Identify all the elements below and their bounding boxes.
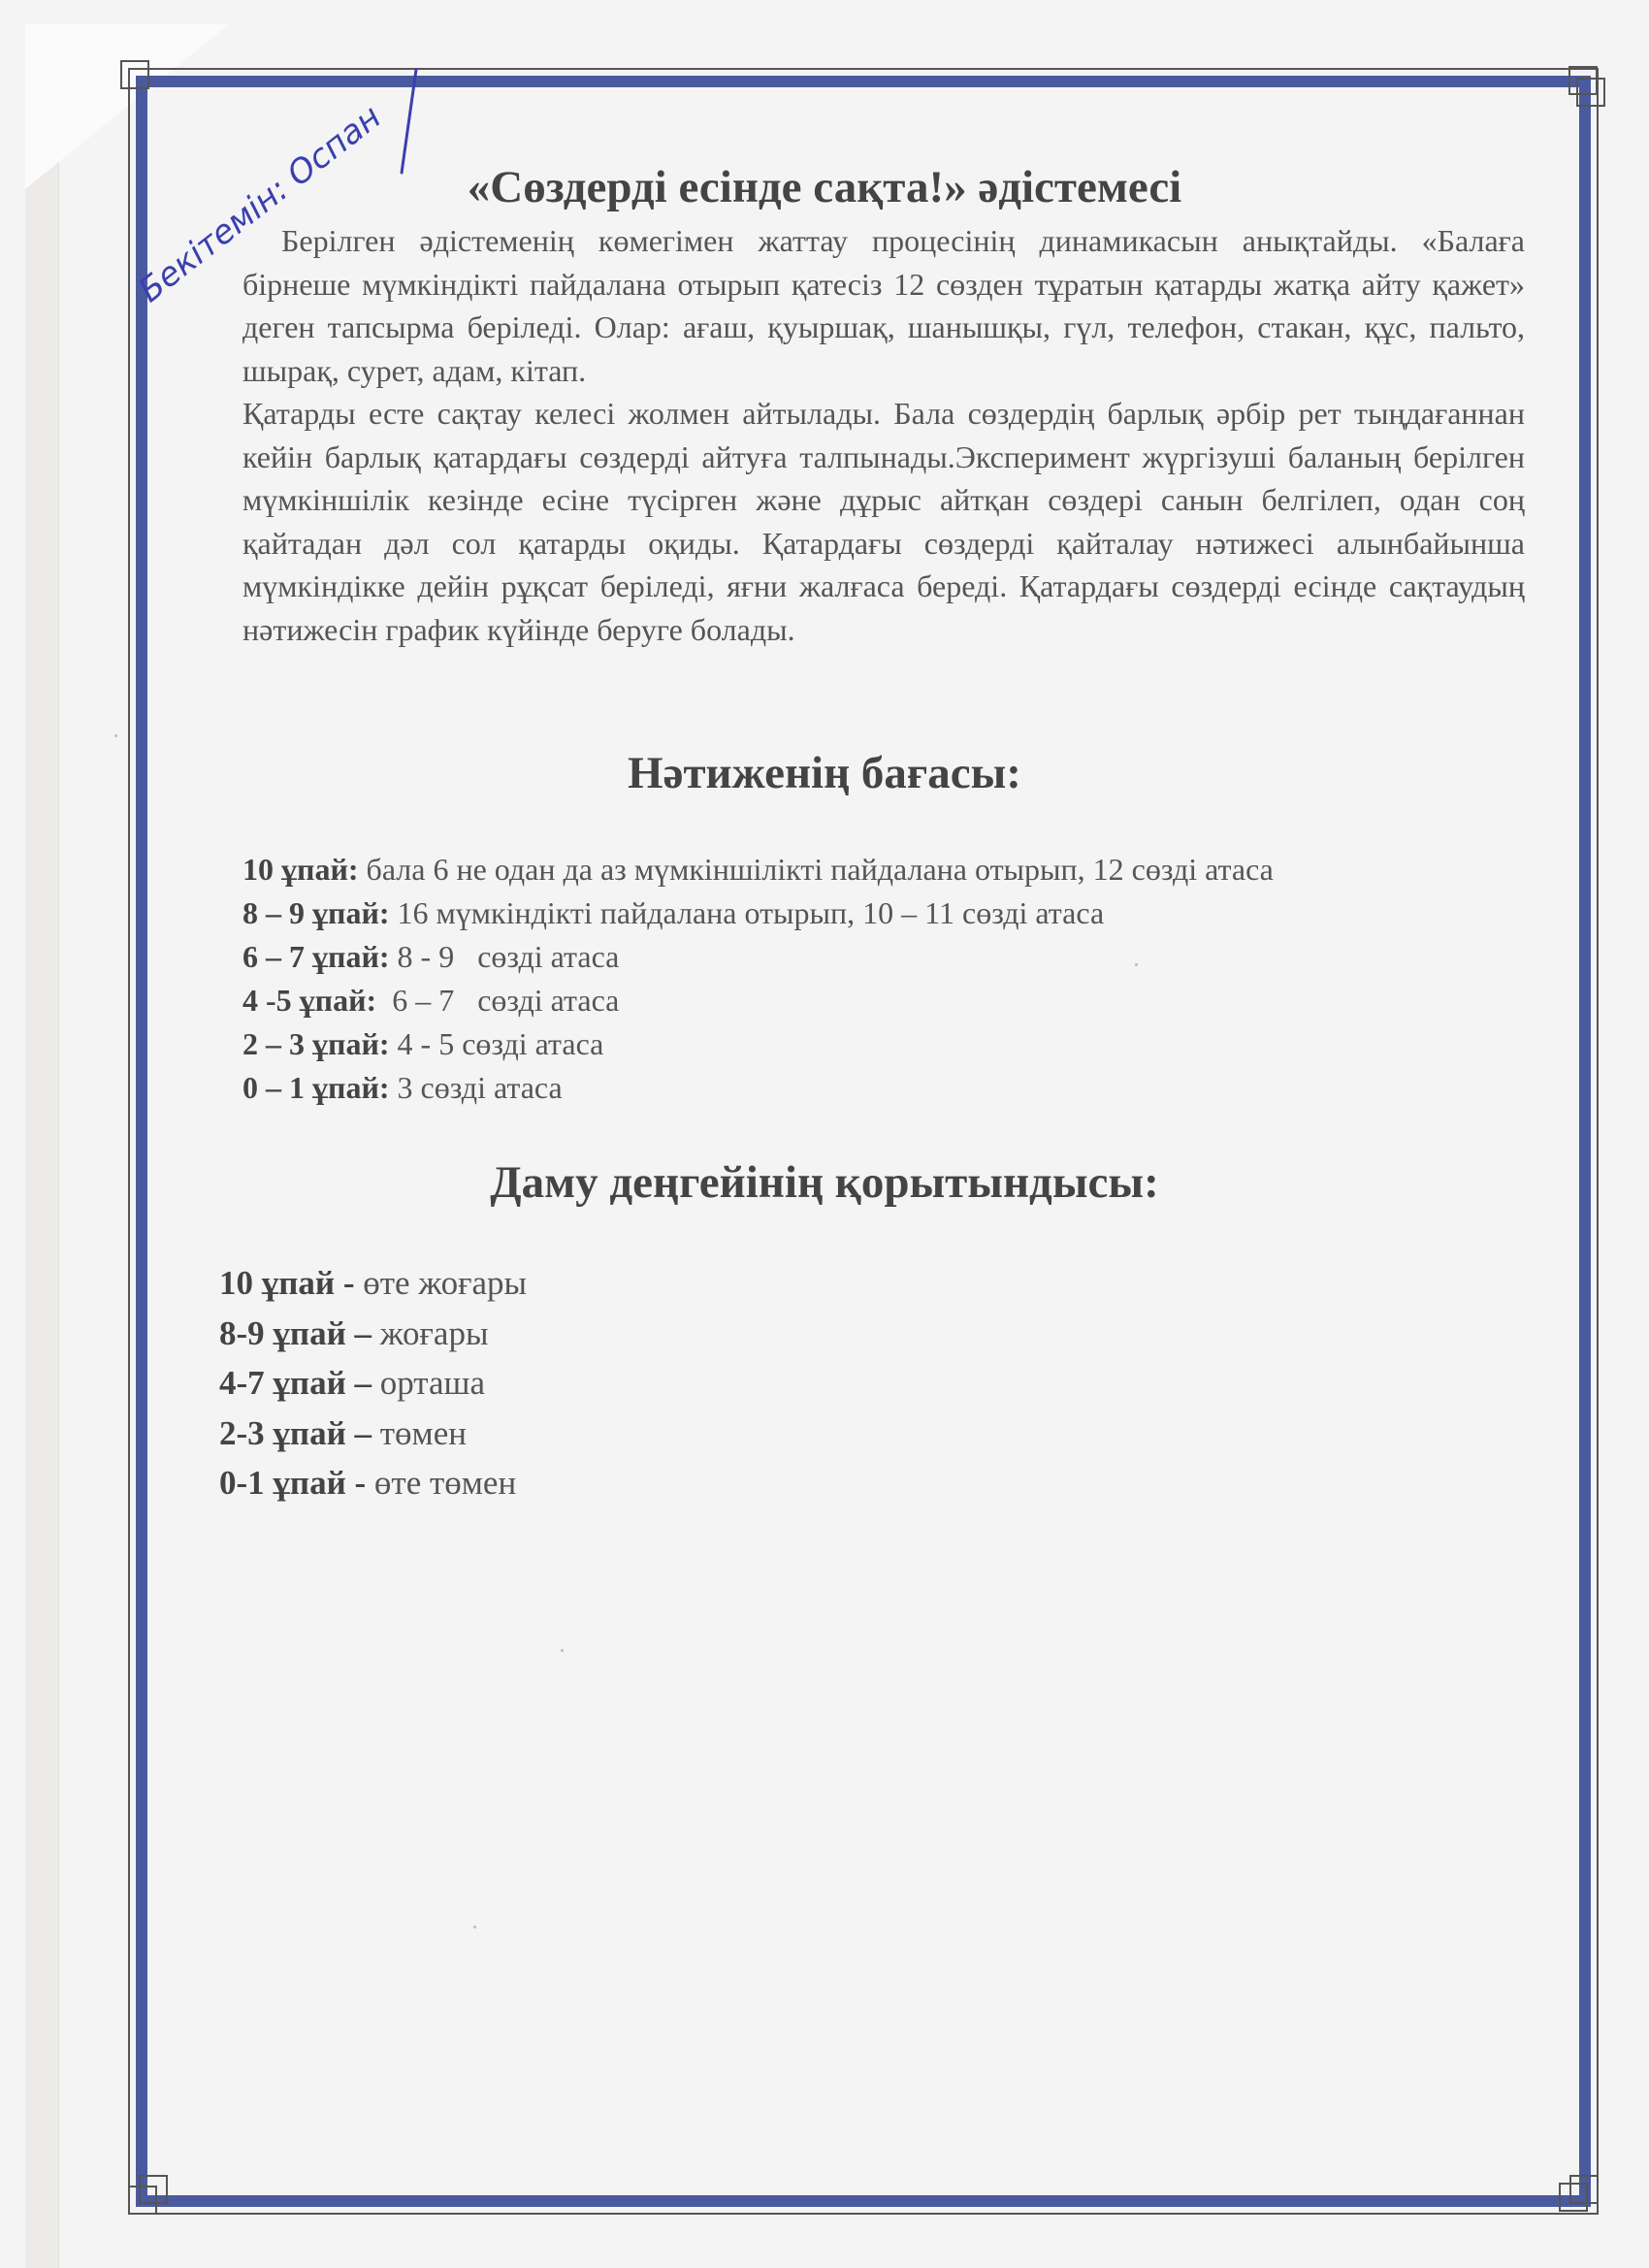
- evaluation-heading: Нәтиженің бағасы:: [628, 748, 1021, 798]
- conclusion-level: өте жоғары: [354, 1264, 528, 1302]
- conclusion-item: [219, 1258, 527, 1309]
- evaluation-criterion: 8 - 9 сөзді атаса: [389, 939, 620, 974]
- evaluation-score: 0 – 1 ұпай:: [242, 1070, 390, 1105]
- conclusion-score: 0-1 ұпай -: [219, 1464, 367, 1502]
- conclusion-item: [219, 1458, 527, 1508]
- paper-edge: [25, 24, 59, 2268]
- conclusion-item: [219, 1309, 527, 1359]
- handwritten-signature: Бекітемін: Оспан: [131, 97, 389, 310]
- evaluation-criterion: 16 мүмкіндікті пайдалана отырып, 10 – 11 сөзді атаса: [389, 895, 1105, 930]
- evaluation-item: [242, 891, 1274, 935]
- conclusion-list: [219, 1258, 527, 1508]
- scan-speck: [473, 1926, 476, 1928]
- evaluation-score: 8 – 9 ұпай:: [242, 895, 390, 930]
- evaluation-list: [242, 848, 1274, 1110]
- frame-corner-ornament-bl-inner: [139, 2175, 168, 2204]
- evaluation-criterion: 3 сөзді атаса: [389, 1070, 563, 1105]
- scan-speck: [1135, 963, 1138, 966]
- conclusion-score: 4-7 ұпай –: [219, 1364, 372, 1402]
- conclusion-level: өте төмен: [366, 1464, 517, 1502]
- evaluation-criterion: 4 - 5 сөзді атаса: [389, 1026, 604, 1061]
- intro-paragraph-1: Берілген әдістеменің көмегімен жаттау процесінің динамикасын анықтайды. «Балаға бірнеше мүмкіндікті пайдалана отырып қатесіз 12 сөзден тұратын қатарды жатқа айту қажет» деген тапсырма беріледі. Олар: ағаш, қуыршақ, шанышқы, гүл, телефон, стакан, құс, пальто, шырақ, сурет, адам, кітап.: [242, 223, 1525, 388]
- frame-corner-ornament-tr-inner: [1576, 78, 1605, 107]
- scan-speck: [561, 1649, 564, 1652]
- frame-corner-ornament-tl: [120, 60, 149, 89]
- evaluation-item: [242, 1022, 1274, 1066]
- frame-corner-ornament-br-inner: [1569, 2175, 1599, 2204]
- conclusion-level: орташа: [372, 1364, 486, 1402]
- evaluation-score: 2 – 3 ұпай:: [242, 1026, 390, 1061]
- conclusion-level: жоғары: [372, 1313, 489, 1352]
- conclusion-item: [219, 1409, 527, 1459]
- evaluation-criterion: бала 6 не одан да аз мүмкіншілікті пайдалана отырып, 12 сөзді атаса: [358, 852, 1274, 887]
- intro-text: [242, 219, 1525, 651]
- evaluation-item: [242, 1066, 1274, 1110]
- conclusion-score: 2-3 ұпай –: [219, 1413, 372, 1452]
- scan-speck: [114, 734, 117, 737]
- evaluation-score: 10 ұпай:: [242, 852, 359, 887]
- evaluation-score: 4 -5 ұпай:: [242, 983, 377, 1018]
- evaluation-item: [242, 848, 1274, 891]
- conclusion-score: 8-9 ұпай –: [219, 1313, 372, 1352]
- document-title: «Сөздерді есінде сақта!» әдістемесі: [467, 162, 1182, 212]
- intro-paragraph-2: Қатарды есте сақтау келесі жолмен айтылады. Бала сөздердің барлық әрбір рет тыңдағаннан кейін барлық қатардағы сөздерді айтуға талпынады.Эксперимент жүргізуші баланың берілген мүмкіншілік кезінде есіне түсірген және дұрыс айтқан сөздері санын белгілеп, одан соң қайтадан дәл сол қатарды оқиды. Қатардағы сөздерді қайталау нәтижесі алынбайынша мүмкіндікке дейін рұқсат беріледі, яғни жалғаса береді. Қатардағы сөздерді есінде сақтаудың нәтижесін график күйінде беруге болады.: [242, 396, 1525, 647]
- conclusion-heading: Даму деңгейінің қорытындысы:: [490, 1157, 1159, 1208]
- conclusion-score: 10 ұпай -: [219, 1264, 355, 1302]
- evaluation-criterion: 6 – 7 сөзді атаса: [376, 983, 620, 1018]
- evaluation-item: [242, 935, 1274, 979]
- conclusion-item: [219, 1358, 527, 1409]
- conclusion-level: төмен: [372, 1413, 467, 1452]
- evaluation-item: [242, 979, 1274, 1022]
- evaluation-score: 6 – 7 ұпай:: [242, 939, 390, 974]
